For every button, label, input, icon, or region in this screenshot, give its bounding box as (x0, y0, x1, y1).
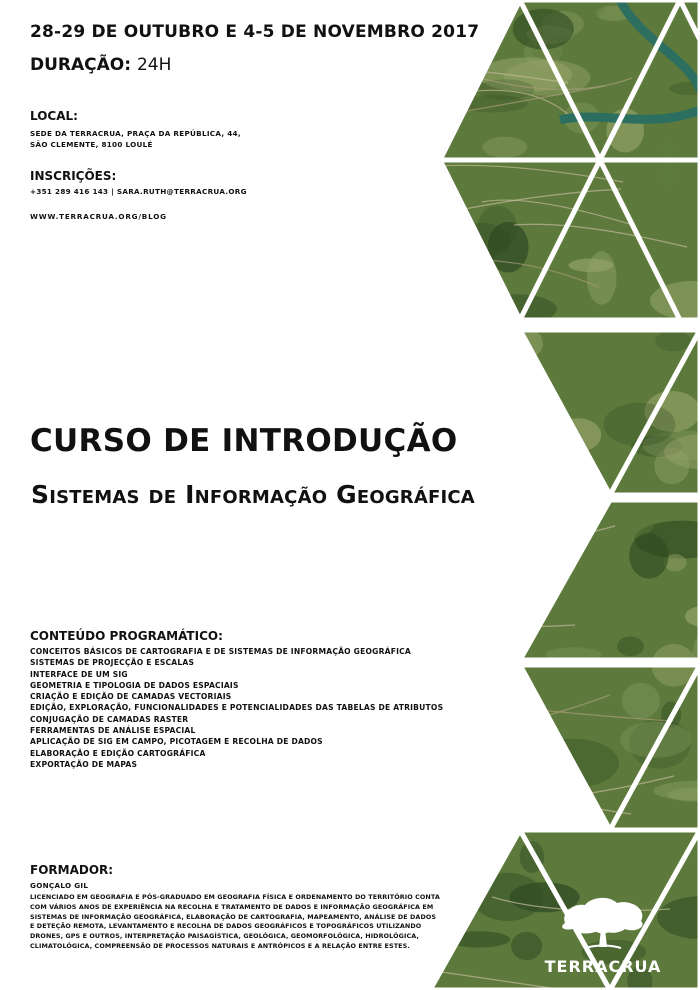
programa-item: EXPORTAÇÃO DE MAPAS (30, 759, 138, 769)
programa-item: INTERFACE DE UM SIG (30, 669, 128, 679)
local-address-line1: SEDE DA TERRACRUA, PRAÇA DA REPÚBLICA, 44, (30, 129, 241, 138)
course-subtitle: Sistemas de Informação Geográfica (31, 480, 475, 509)
programa-list (30, 646, 443, 770)
formador-bio: LICENCIADO EM GEOGRAFIA E PÓS-GRADUADO EM GEOGRAFIA FÍSICA E ORDENAMENTO DO TERRITÓRIO CONTA COM VÁRIOS ANOS DE EXPERIÊNCIA NA RECOLHA E TRATAMENTO DE DADOS E INFORMAÇÃO GEOGRÁFICA EM SISTEMAS DE INFORMAÇÃO GEOGRÁFICA, ELABORAÇÃO DE CARTOGRAFIA, MAPEAMENTO, ANÁLISE DE DADOS E DETEÇÃO REMOTA, LEVANTAMENTO E RECOLHA DE DADOS GEOGRÁFICOS E TOPOGRÁFICOS UTILIZANDO DRONES, GPS E OUTROS, INTERPRETAÇÃO PAISAGÍSTICA, GEOLÓGICA, GEOMORFOLÓGICA, HIDROLÓGICA, CLIMATOLÓGICA, COMPREENSÃO DE PROCESSOS NATURAIS E ANTRÓPICOS E A RELAÇÃO ENTRE ESTES. (30, 893, 440, 950)
programa-heading: CONTEÚDO PROGRAMÁTICO: (30, 629, 223, 643)
programa-item: APLICAÇÃO DE SIG EM CAMPO, PICOTAGEM E RECOLHA DE DADOS (30, 737, 323, 747)
programa-item: GEOMETRIA E TIPOLOGIA DE DADOS ESPACIAIS (30, 680, 239, 690)
programa-item: CRIAÇÃO E EDIÇÃO DE CAMADAS VECTORIAIS (30, 692, 232, 702)
programa-item: CONJUGAÇÃO DE CAMADAS RASTER (30, 714, 189, 724)
inscricoes-contact[interactable]: +351 289 416 143 | SARA.RUTH@TERRACRUA.ORG (30, 187, 247, 196)
duration-value: 24H (136, 55, 172, 75)
programa-item: CONCEITOS BÁSICOS DE CARTOGRAFIA E DE SISTEMAS DE INFORMAÇÃO GEOGRÁFICA (30, 647, 411, 656)
tree-icon (555, 893, 651, 953)
programa-item: SISTEMAS DE PROJECÇÃO E ESCALAS (30, 658, 195, 668)
event-dates: 28-29 DE OUTUBRO E 4-5 DE NOVEMBRO 2017 (30, 22, 480, 42)
programa-item: FERRAMENTAS DE ANÁLISE ESPACIAL (30, 726, 196, 736)
logo-name: TERRACRUA (544, 957, 662, 976)
inscricoes-heading: INSCRIÇÕES: (30, 169, 117, 183)
local-address-line2: SÃO CLEMENTE, 8100 LOULÉ (30, 140, 153, 149)
event-duration (30, 55, 171, 75)
mosaic-triangle (520, 500, 700, 660)
formador-name: GONÇALO GIL (30, 881, 89, 890)
terracrua-logo (528, 893, 678, 985)
local-heading: LOCAL: (30, 109, 78, 123)
duration-label: DURAÇÃO: (30, 55, 132, 75)
website-link[interactable]: WWW.TERRACRUA.ORG/BLOG (30, 212, 167, 221)
programa-item: ELABORAÇÃO E EDIÇÃO CARTOGRÁFICA (30, 748, 206, 758)
programa-item: EDIÇÃO, EXPLORAÇÃO, FUNCIONALIDADES E POTENCIALIDADES DAS TABELAS DE ATRIBUTOS (30, 703, 444, 713)
formador-heading: FORMADOR: (30, 863, 114, 877)
course-title: CURSO DE INTRODUÇÃO (30, 423, 458, 459)
